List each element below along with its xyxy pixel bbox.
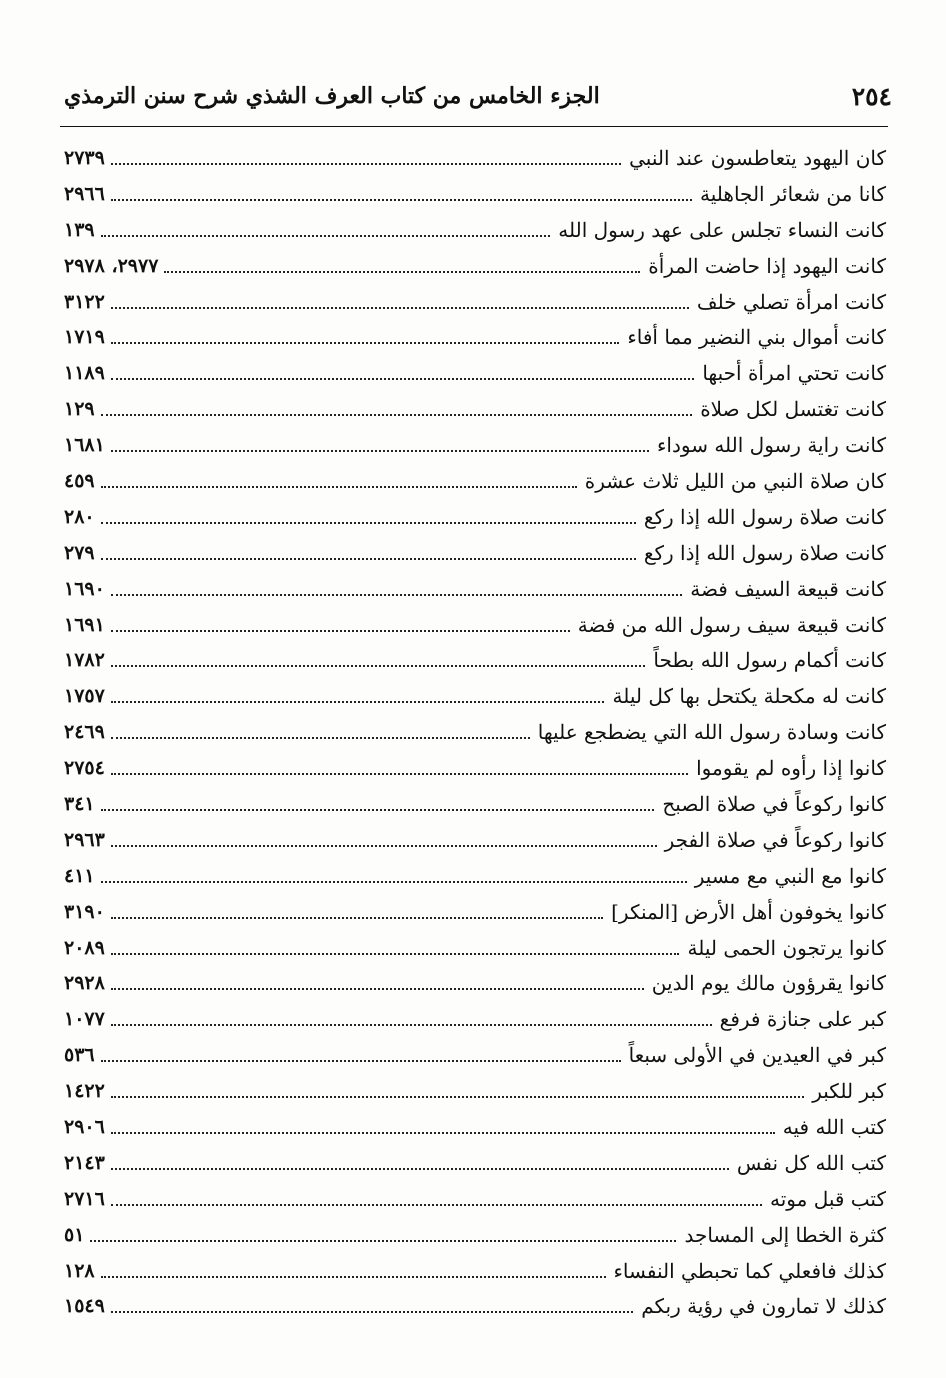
entry-text: كثرة الخطا إلى المساجد <box>684 1222 886 1247</box>
index-list <box>64 140 886 1324</box>
index-entry <box>64 1181 886 1217</box>
dot-leader <box>111 630 570 632</box>
entry-text: كانت صلاة رسول الله إذا ركع <box>643 540 886 565</box>
entry-text: كانوا يخوفون أهل الأرض [المنكر] <box>611 899 886 924</box>
index-entry <box>64 607 886 643</box>
dot-leader <box>111 1311 633 1313</box>
index-entry <box>64 965 886 1001</box>
index-entry <box>64 750 886 786</box>
dot-leader <box>101 809 655 811</box>
index-entry <box>64 822 886 858</box>
dot-leader <box>111 845 657 847</box>
index-entry <box>64 355 886 391</box>
entry-reference-number: ١١٨٩ <box>64 362 105 385</box>
dot-leader <box>111 917 603 919</box>
index-entry <box>64 894 886 930</box>
dot-leader <box>101 1060 621 1062</box>
entry-reference-number: ١٢٨ <box>64 1259 95 1282</box>
dot-leader <box>111 307 689 309</box>
entry-reference-number: ٢٧٣٩ <box>64 146 105 169</box>
entry-reference-number: ١٦٨١ <box>64 434 105 457</box>
dot-leader <box>111 988 644 990</box>
entry-reference-number: ١٦٩١ <box>64 613 105 636</box>
entry-text: كانت قبيعة سيف رسول الله من فضة <box>577 612 886 637</box>
entry-text: كتب الله فيه <box>782 1114 886 1139</box>
header-rule <box>60 126 888 127</box>
entry-reference-number: ٢٩٢٨ <box>64 972 105 995</box>
dot-leader <box>101 1276 606 1278</box>
dot-leader <box>111 1204 762 1206</box>
entry-text: كانت اليهود إذا حاضت المرأة <box>648 253 886 278</box>
index-entry <box>64 319 886 355</box>
entry-reference-number: ٢٠٨٩ <box>64 936 105 959</box>
entry-text: كانوا يقرؤون مالك يوم الدين <box>651 971 886 996</box>
dot-leader <box>111 701 605 703</box>
dot-leader <box>111 1024 712 1026</box>
index-entry <box>64 535 886 571</box>
entry-text: كانا من شعائر الجاهلية <box>700 181 886 206</box>
entry-text: كانت امرأة تصلي خلف <box>696 289 886 314</box>
dot-leader <box>101 486 577 488</box>
entry-text: كانت تغتسل لكل صلاة <box>700 397 886 422</box>
entry-reference-number: ٥٣٦ <box>64 1044 95 1067</box>
index-entry <box>64 786 886 822</box>
page-header <box>64 74 892 118</box>
entry-text: كذلك فافعلي كما تحبطي النفساء <box>613 1258 886 1283</box>
dot-leader <box>101 881 687 883</box>
dot-leader <box>111 773 688 775</box>
dot-leader <box>111 737 530 739</box>
entry-reference-number: ١٦٩٠ <box>64 577 105 600</box>
dot-leader <box>111 378 694 380</box>
entry-text: كان اليهود يتعاطسون عند النبي <box>629 145 886 170</box>
entry-reference-number: ١٤٢٢ <box>64 1080 105 1103</box>
entry-text: كانوا مع النبي مع مسير <box>694 863 886 888</box>
entry-text: كانت له مكحلة يكتحل بها كل ليلة <box>612 684 886 709</box>
entry-reference-number: ٥١ <box>64 1223 85 1246</box>
index-entry <box>64 463 886 499</box>
index-entry <box>64 714 886 750</box>
page-number: ٢٥٤ <box>851 81 892 111</box>
entry-text: كانوا ركوعاً في صلاة الفجر <box>664 827 886 852</box>
entry-reference-number: ٢٧٩ <box>64 541 95 564</box>
entry-reference-number: ١٥٤٩ <box>64 1295 105 1318</box>
index-entry <box>64 1037 886 1073</box>
index-entry <box>64 140 886 176</box>
index-entry <box>64 1145 886 1181</box>
index-entry <box>64 1001 886 1037</box>
entry-reference-number: ٢٩٦٣ <box>64 828 105 851</box>
entry-reference-number: ٢١٤٣ <box>64 1151 105 1174</box>
dot-leader <box>101 522 636 524</box>
dot-leader <box>111 1096 804 1098</box>
entry-text: كانت أموال بني النضير مما أفاء <box>627 325 886 350</box>
index-entry <box>64 571 886 607</box>
entry-text: كبر في العيدين في الأولى سبعاً <box>628 1043 886 1068</box>
index-entry <box>64 678 886 714</box>
dot-leader <box>111 953 680 955</box>
dot-leader <box>111 665 646 667</box>
index-entry <box>64 1253 886 1289</box>
index-entry <box>64 212 886 248</box>
index-entry <box>64 427 886 463</box>
entry-reference-number: ٤٥٩ <box>64 469 95 492</box>
entry-text: كتب قبل موته <box>770 1186 886 1211</box>
dot-leader <box>111 163 621 165</box>
dot-leader <box>111 1132 775 1134</box>
entry-reference-number: ٣٤١ <box>64 792 95 815</box>
entry-reference-number: ٢٩٧٧، ٢٩٧٨ <box>64 254 159 277</box>
entry-reference-number: ٢٧٥٤ <box>64 757 105 780</box>
dot-leader <box>111 342 620 344</box>
index-entry <box>64 642 886 678</box>
entry-reference-number: ٢٩٦٦ <box>64 182 105 205</box>
index-entry <box>64 858 886 894</box>
entry-text: كانت النساء تجلس على عهد رسول الله <box>558 217 886 242</box>
entry-reference-number: ٢٤٦٩ <box>64 721 105 744</box>
index-entry <box>64 499 886 535</box>
running-title: الجزء الخامس من كتاب العرف الشذي شرح سنن الترمذي <box>64 83 600 109</box>
entry-reference-number: ١٢٩ <box>64 398 95 421</box>
entry-text: كانت صلاة رسول الله إذا ركع <box>643 504 886 529</box>
entry-reference-number: ٤١١ <box>64 864 95 887</box>
index-entry <box>64 176 886 212</box>
entry-text: كانوا ركوعاً في صلاة الصبح <box>662 791 886 816</box>
entry-reference-number: ١٧١٩ <box>64 326 105 349</box>
index-entry <box>64 1217 886 1253</box>
index-entry <box>64 391 886 427</box>
entry-reference-number: ١٣٩ <box>64 218 95 241</box>
entry-text: كان صلاة النبي من الليل ثلاث عشرة <box>584 468 886 493</box>
entry-reference-number: ١٧٥٧ <box>64 685 105 708</box>
entry-reference-number: ١٠٧٧ <box>64 1008 105 1031</box>
dot-leader <box>164 271 640 273</box>
dot-leader <box>101 558 636 560</box>
entry-reference-number: ٢٧١٦ <box>64 1187 105 1210</box>
entry-text: كانت راية رسول الله سوداء <box>657 433 886 458</box>
entry-reference-number: ٢٩٠٦ <box>64 1115 105 1138</box>
entry-text: كذلك لا تمارون في رؤية ربكم <box>641 1294 886 1319</box>
entry-text: كانت أكمام رسول الله بطحاً <box>653 648 886 673</box>
dot-leader <box>101 235 551 237</box>
entry-reference-number: ٢٨٠ <box>64 505 95 528</box>
entry-text: كانت تحتي امرأة أحبها <box>702 361 886 386</box>
dot-leader <box>111 594 682 596</box>
dot-leader <box>101 414 693 416</box>
index-entry <box>64 1289 886 1325</box>
entry-text: كانوا إذا رأوه لم يقوموا <box>696 756 886 781</box>
dot-leader <box>90 1240 676 1242</box>
dot-leader <box>111 1168 729 1170</box>
index-entry <box>64 248 886 284</box>
entry-text: كبر على جنازة فرفع <box>719 1007 886 1032</box>
index-entry <box>64 284 886 320</box>
dot-leader <box>111 450 649 452</box>
entry-text: كبر للكبر <box>812 1079 886 1104</box>
entry-text: كتب الله كل نفس <box>736 1150 886 1175</box>
entry-text: كانوا يرتجون الحمى ليلة <box>687 935 886 960</box>
index-entry <box>64 1109 886 1145</box>
entry-reference-number: ٣١٩٠ <box>64 900 105 923</box>
index-entry <box>64 930 886 966</box>
index-entry <box>64 1073 886 1109</box>
dot-leader <box>111 199 692 201</box>
entry-reference-number: ١٧٨٢ <box>64 649 105 672</box>
entry-reference-number: ٣١٢٢ <box>64 290 105 313</box>
entry-text: كانت وسادة رسول الله التي يضطجع عليها <box>537 720 886 745</box>
entry-text: كانت قبيعة السيف فضة <box>690 576 886 601</box>
